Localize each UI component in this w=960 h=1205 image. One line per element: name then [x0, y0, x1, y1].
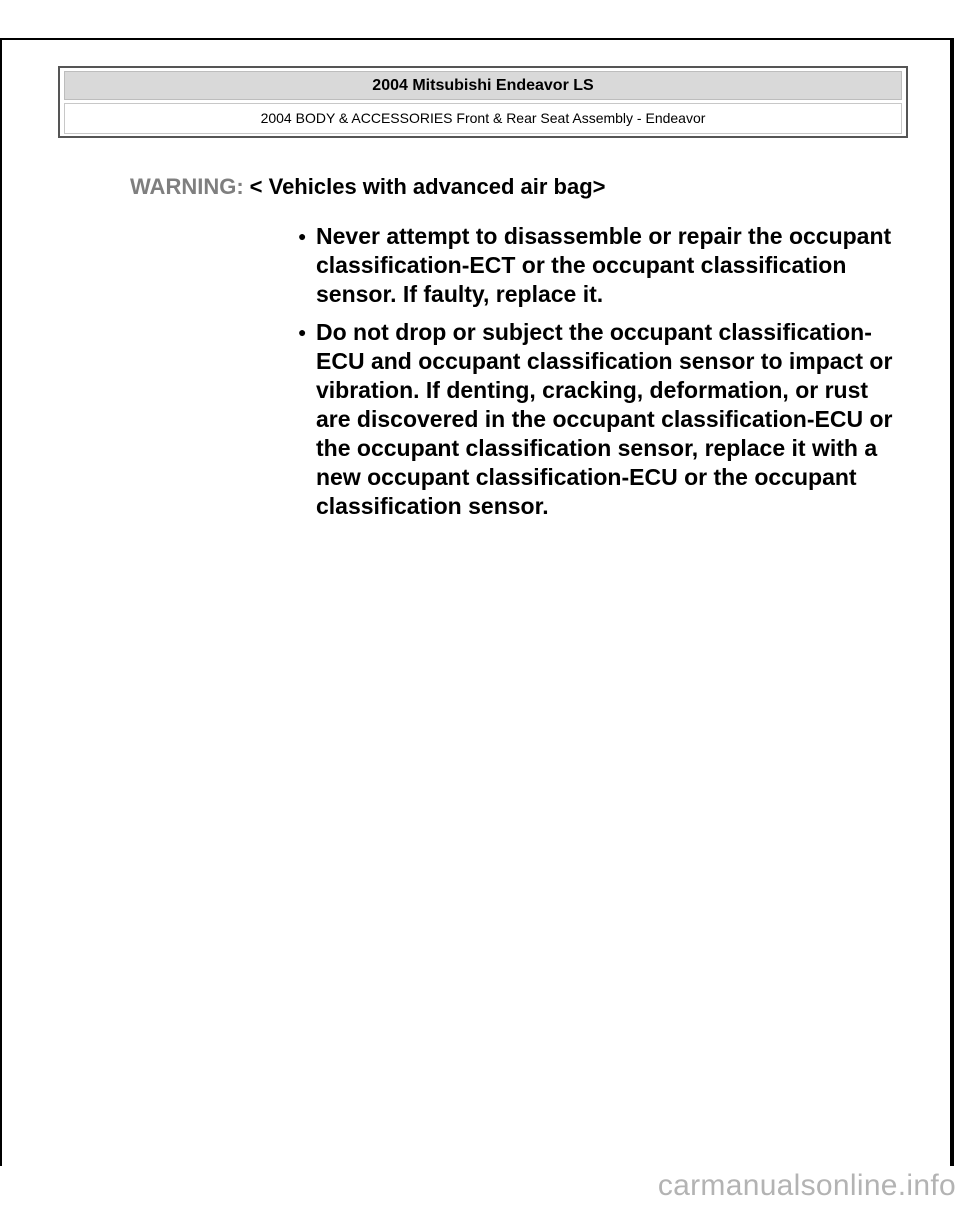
document-header [58, 66, 908, 138]
section-subtitle: 2004 BODY & ACCESSORIES Front & Rear Seat Assembly - Endeavor [64, 103, 902, 134]
bullet-icon: ● [298, 228, 307, 244]
warning-heading [130, 172, 605, 202]
bullet-icon: ● [298, 324, 307, 340]
bullet-text: Do not drop or subject the occupant classification-ECU and occupant classification sensor to impact or vibration. If denting, cracking, deformation, or rust are discovered in the occupant classification-ECU or the occupant classification sensor, replace it with a new occupant classification-ECU or the occupant classification sensor. [316, 319, 893, 519]
warning-label: WARNING: [130, 174, 244, 199]
vehicle-title: 2004 Mitsubishi Endeavor LS [64, 71, 902, 100]
bullet-text: Never attempt to disassemble or repair the occupant classification-ECT or the occupant classification sensor. If faulty, replace it. [316, 223, 892, 307]
warning-bullet-list [296, 222, 906, 530]
warning-text: < Vehicles with advanced air bag> [249, 174, 606, 199]
list-item [296, 222, 906, 309]
site-watermark: carmanualsonline.info [657, 1169, 956, 1202]
list-item [296, 318, 906, 521]
page-frame [0, 38, 954, 1166]
